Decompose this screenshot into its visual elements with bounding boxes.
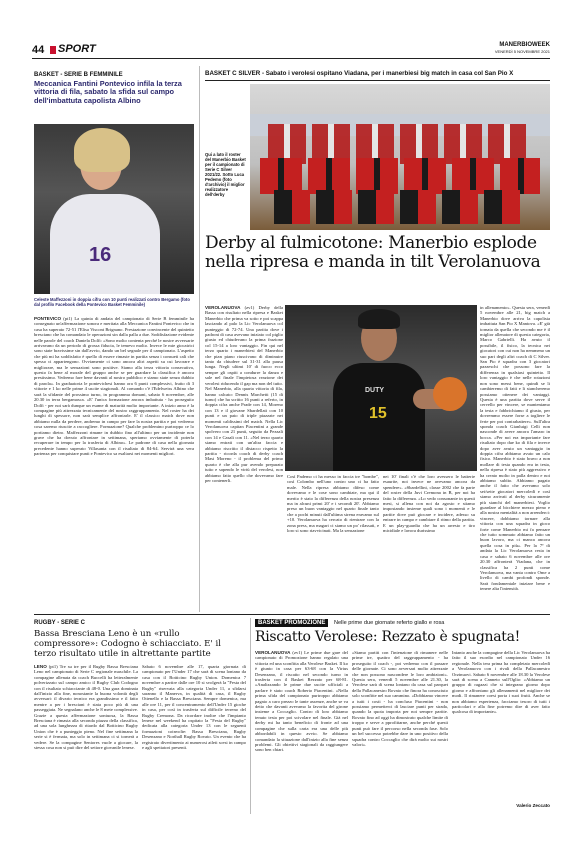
rugby-col-2 [142,664,246,810]
promo-col3-text: Intanto anche la compagine della Lic Verolanuova ha fatto il suo esordio nel campionato Under 16 regionale. Nella tera prima ha completato mercoledì a Verolanuova con i rivali della Pallacanestro Orzinuovi. Sabato 6 novembre alle 18.30 la Verolese sarà di scena a Canneto sull'Oglio: «Abbiamo un gruppo di ragazzi che si integrano giorno dopo giorno e affrontano gli allenamenti nel migliore dei modi. Il rimanere coesi porta i suoi frutti. Anche se non abbiamo esperienza, facciamo tesoro di tutti i particolari e alla fine potremo dire di aver fatto qualcosa di importante». [452,650,550,715]
right-col-4 [480,305,550,608]
rugby-kicker: RUGBY - SERIE C [34,620,85,626]
left-article-body [34,316,194,606]
promo-kicker-tag: BASKET PROMOZIONE [255,619,328,627]
pedemo-number: 15 [369,405,387,422]
basketball [433,377,467,411]
section-marker [50,46,56,54]
section-divider [34,614,550,615]
left-body-text: La quinta di andata del campionato di Serie B femminile ha consegnato un'affermazione sonora e meritata alla Meccanica Fantini Pontevico che in casa ha superato 72-51 l'Elisa Viscont Brignano. Prestazione convincente del quintetto bresciano che ha comandato le operazioni sin dalla palla a due. Soddisfazione evidente nelle parole del coach Daniela Dolfi: «Sono molto contenta perché le nostre avversarie arrivavano da un periodo di grossa fiducia, le temevo molto. Invece le mie giocatrici sono state bravissime sin dall'avvio, dando un bel segnale per il campionato. L'aspetto che più mi ha soddisfatto è quello di essere rimaste in partita senza i consueti cali che spesso ci appartengono. Ovviamente ci sono ancora altri aspetti su cui lavorare e migliorare, ma le sensazioni sono positive. Siamo alla terza vittoria consecutiva, questo fa bene al morale del gruppo anche se per guardare la classifica è ancora prestissimo. Vedremo fare bene davanti al nostro pubblico e siamo state senza dubbio di parola». In graduatoria le pontevichesi hanno ora 6 punti complessivi, frutto di 3 vittorie e 1 ko nelle prime 4 uscite stagionali. Al comando c'è l'Edelweiss Albino che sarà la sfidante del prossimo turno, in programma domani, sabato 6 novembre, alle 20.30 in terra bergamasca. «E' l'unica formazione ancora imbattuta - ha proseguito Dolfi - per noi sarà dunque un esame di maturità molto importante. A inizio anno è la compagine più attrezzata tecnicamente del nostro raggruppamento. Nel roster ha dei lunghi di spessore, non sarà semplice affrontarle. E' il classico match dove non abbiamo nulla da perdere, andremo in campo per fare la nostra partita e poi vedremo cosa saremo riuscite a raccogliere. Formazione? Qualche problemino purtroppo ce lo portiamo dietro. Maffezzoni rimane in dubbio fino all'ultimo per un incidente non grave che ha dovuto affrontare in settimana, speriamo ovviamente di poterla recuperare in tempo per la trasferta di Albino». Le padrone di casa nella giornata precedente hanno superato Villasanta con il risultato di 84-64. Servirà una vera partenza per conquistare punti e Pontevico sa esaltarsi nei momenti migliori. [34,316,194,457]
right-col3-text: nei 10' finali c'è che loro avessero le batterie esaurite, noi invece ne avevamo ancora da spendere». «Sbardellini, classe 2002 che fa parte del roster della Juvi Cremona in B, per noi ha fatto la differenza. «Lo vedo consonante in questi mesi, si allena con noi da agosto e stiamo impostando insieme quali sono i momenti e le partite dove può giocare e incidere, adesso su entrare in campo e cambiare il ritmo della partita. E un play-guardia che ha un arresto e tiro micidiale e lavora durissimo [383,474,475,534]
right-kicker-rule [205,80,550,81]
team-caption: Qui a lato il roster del Manerbio Basket per il campionato di Serie C Silver 2021/22. Sotto Luca Pedemo (foto d'archivio) il miglior realizzatore dell'derby [205,152,246,197]
rugby-col2-text: Sabato 6 novembre alle 17, quarta giornata di campionato per l'Under 17 che sarà di scena lontano da casa con il Botticino Rugby Union. Domenica 7 novembre a partire dalle ore 10 si svolgerà la "Festa del Rugby" riservata alla categoria Under 11, a sfidarsi saranno il Manerva, in qualità di casa, il Rugby Ottenello e la Bassa Bresciana. Sempre domenica, ma alle ore 11, per il concentramento dell'Under 15 gioche in casa, per così in trasferta sul difficile terreno del Rugby Cremona. Da ricordare inoltre che l'impianto lenese nel weekend ha ospitato la "Festa del Rugby" dedicata alla categoria Under 13 con le seguenti formazioni coinvolte: Bassa Bresciana, Rugby Desenzano e Northall Rugby Rovato. Un evento che ha registrato divertimento ai numerosi atleti scesi in campo e agli spettatori presenti. [142,664,246,751]
left-headline: Meccanica Fantini Pontevico infila la terza vittoria di fila, sabato la sfida sul campo dell'imbattuta capolista Albino [34,79,182,105]
promo-tag: (zv1) [292,650,303,655]
rugby-col-1 [34,664,138,810]
player-hair [74,128,130,172]
right-col2-text: Così Pademo ci ha messo in faccia tre "bombe", così Colombo nell'uno contro uno ci ha fatto male. Nella ripresa abbiamo difeso come dovevamo e le cose sono cambiate, ma qui il merito è stato la differenza della nostra presenza ma in alcuni primi 20' e i secondi 20'. Abbiamo preso un buon vantaggio nel quarto finale tanto che a pochi minuti dall'ultima sirena eravamo sul +10. Verolanuova ha cercato di rientrare con la zona press, ma magari ci siamo un po' rilassati, e loro si sono riavvicinati. Ma la sensazione [287,474,379,534]
pedemo-hair [358,309,400,329]
right-col4-text: in allenamento». Questa sera, venerdì 5 novembre alle 21, big match a Manerbio dove arriva la capolista imbattuta San Pio X Mantova. «E' già tornata da quella che secondo me è il miglior allenatore di questa categoria, Marco Gabrielli. Ha avuto il possibile, il fisico, la tecnica nei giocatori con cui non ha nemmeno un suo pari degli altri coach di C Silver. San Pio è squadra con 3 giocatori pazzeschi che possono fare la differenza in qualsiasi quintetto. Il loro vantaggio è che nelle rotazioni non sono messi bene, quindi se li cambieremo di fatti e li stancheremo possiamo ottenere dei vantaggi. Questa è una partita dove serve il cervello per vincere, se manteniamo la testa e fabbrichiamo il giusto, per dovremmo essere forse a togliere le ferie per poi contrabattere». Sull'altra sponda coach Gianluigi Celli non nasconde di avere ancora l'amaro in bocca. «Per noi era importante fare risultato dopo due ko di fila e invece dopo aver avuto un vantaggio in doppia cifra abbiamo avuto un calo fisico. Manerbio è stato bravo a non mollare di testa quando era in testa, nella ripresa è stato più aggressivo e ha creato molto in palla dentro e noi abbiamo subìto. Abbiamo pagato anche il fatto che avevamo solo sei/sette giocatori mercoledì e così siamo arrivati al derby sicuramente più stanchi del manerbiesi. Voglio guardare al bicchiere mezzo pieno e alla nostra mentalità a non arrenderci: vincere, dobbiamo tornare alla vittoria con una squadra in gioco forte come Manerbio mi fa pensare che tutto sommato abbiamo fatto un buon lavoro, ma ci manca ancora quella cosa in più». Per la 7ª di andata la Lic Verolanuova resta in casa e sabato 6 novembre alle ore 20.30 affronterà Viadana, che in classifica ha 2 punti come Verolanuova, ma vanta contro Ome a livello di cambi profondi sponde. Sarà fondamentale iniziare bene e tenere alta l'intensità. [480,305,550,592]
promo-col-2 [352,650,448,810]
player-photo-maffezzoni [34,124,194,294]
promo-headline: Riscatto Verolese: Rezzato è spugnata! [255,629,521,645]
promo-author: Valerio Zeccato [516,803,550,808]
right-dateline: VEROLANUOVA [205,305,241,310]
promo-col1-text: Le prime due gare del campionato di Promozione hanno regalato una vittoria ed una sconfitta alla Verolese Basket. Il ko è giunto in casa per 63-68 con la Virtus Desenzano, il riscatto nel secondo turno in trasferta con il Basket Rezzato per 68-81. «Analizzando le prime due uscite ufficiali a parlare è stato coach Roberto Piacentini. «Nella prima sfida del campionato purtroppo abbiamo pagato a caro prezzo le tante assenze, anche se va detto che davanti avevamo la favorita del girone insieme a Coccaglio. Contro di loro abbiamo tenuto testa per poi scivolare nel finale. Già nel derby mi ha tanto beneficio di fronte ad una compagine che sulla carta era una delle più abbordabili in questo avvio. Se abbiamo comandato la situazione dall'inizio alla fine senza problemi. Gli obiettivi stagionali da raggiungere sono ben chiari. [255,650,348,753]
header-rule [32,58,550,59]
page-header [0,41,580,59]
rugby-col1-text: Tre su tre per il Rugby Bassa Bresciana Leno nel campionato di Serie C regionale maschile. La compagine allenata da coach Buccelli ha letteralmente polverizzato sul campo amico il Rugby Club Codogno con il risultato schiacciante di 48-0. Una gara dominata dall'inizio alla fine, nonostante la buona volontà degli avversari: il divario tecnico era grandissimo e il fatto mentre a per i bresciani è stata poco più di una passeggiata. Ne segnalano anche le 8 mete complessive. Grazie a questa affermazione sontuosa, la Bassa Bresciana è rimasta alla seconda piazza della classifica, ad una sola lunghezza di ritardo dal Botticino Rugby Union che è a punteggio pieno. Nel fine settimana la serie si è fermata, ma solo in settimana ci si tornerà a vedere. Se la compagine Seniores vuole a giocare, la stessa cosa non si può dire del settore giovanile lenese. [34,664,138,751]
left-tag: (pt1) [63,316,73,321]
divider-left [199,66,200,612]
section-label: SPORT [58,43,96,55]
right-tag: (zv1) [244,305,255,310]
right-col-1 [205,305,283,608]
publication-name: MANERBIOWEEK [499,42,550,48]
promo-col-1 [255,650,348,810]
player-photo-pedemo [285,305,477,471]
promo-kicker-text: Nelle prime due giornate referto giallo e rosa [334,620,445,626]
team-photo [250,84,550,230]
sponsor-logo: DUTY [365,387,385,394]
rugby-tag: (pt1) [48,664,58,669]
left-photo-caption: Celeste Maffezzoni in doppia cifra con 10 punti realizzati contro Bergamo (foto dal profilo Facebook della Pontevico Basket Femminile) [34,297,190,307]
promo-dateline: VEROLANUOVA [255,650,291,655]
rugby-headline: Bassa Bresciana Leno è un «rullo compressore»: Codogno è schiacciato. E' il terzo risultato utile in altrettante partite [34,629,222,660]
promo-col2-text: «Siamo partiti con l'intenzione di rimanere nelle prime tre, quattro del raggruppamento - ha proseguito il coach -, poi vedremo con il passare delle giornate. Ci sono avversari molto attrezzate che non possono nascondere le loro ambizioni». Questa sera, venerdì 5 novembre alle 21.30, la Verolese sarà di scena lontano da casa sul parquet della Pallacanestro Rovato che finora ha conosciuto solo sconfitte nel suo cammino. «Dobbiamo vincere a tutti i costi - ha concluso Piacentini - non possiamo permetterci di lasciare punti per strada, quando la quota importa per noi sempre partite. Rovato fino ad oggi ha dimostrato qualche limite di troppo e serve a pprofittarne, anche perché questi punti può fare il percorso nella seconda fase. Solo un bel successo potrebbe dare in uno positivo della squadra contro Coccaglio che dirà molto sui nostri valori». [352,650,448,747]
right-headline: Derby al fulmicotone: Manerbio esplode nella ripresa e manda in tilt Verolanuova [205,233,541,272]
jersey-number: 16 [89,244,112,266]
team-row-middle [260,158,540,194]
right-col1-text: Derby della Bassa con risultato nella ripresa e Basket Manerbio che prima va sotto e poi scappa lasciando al palo la Lic Verolanuova col punteggio di 72-74. Una partita dove i padroni di casa avevano iniziato col piglio giusto ed chiudevano la prima frazione col 15-14 a loro vantaggio. Fin qui nel terzo quarto i manerbiesi del Manerbio che pian piano riuscivano di diminuire tanto da chiudere sul 31-31 alla pausa lunga. Negli ultimi 10' di fuoco ecco sempre gli ospiti a condurre la danza e sale nel finale l'impietosa reazione dei verolesi riducendo il gap ma non del tutto. Nel Manerbio, alla quarta vittoria di fila, hanno calcato: Dennis Marchetti (15 di turno) che ha scritto 16 punti a referto, in doppia cifra anche Prade con 14, Moreno con 13 e il giovane Sbardellati con 10 punti e un paio di triple piazzate nei momenti caldissimi del match. Nella Lic Verolanuova capitan Piacentini a grande spolvero con 21 punti, seguito da Pezzali con 14 e Casali con 11. «Nel terzo quarto siamo entrati con un'altra faccia e abbiamo riscritto il distacco rispetto la partita - ricorda coach di derby coach Masi Moreno - il problema del primo quarto è che alla pur avendo preparato tutto e sapendo le virtù del verolesi, non abbiamo fatto quello che dovevamo fare per contenerli. [205,305,283,483]
left-dateline: PONTEVICO [34,316,62,321]
right-col-2 [287,474,379,608]
left-kicker: BASKET - SERIE B FEMMINILE [34,72,123,78]
promo-col-3 [452,650,550,802]
divider-bottom [250,618,251,814]
page-number: 44 [32,44,45,56]
right-kicker: BASKET C SILVER - Sabato i verolesi ospitano Viadana, per i manerbiesi big match in casa col San Pio X [205,70,514,77]
team-row-front [274,190,526,224]
rugby-dateline: LENO [34,664,47,669]
right-col-3 [383,474,475,608]
publication-date: VENERDÌ 5 NOVEMBRE 2021 [494,49,550,54]
